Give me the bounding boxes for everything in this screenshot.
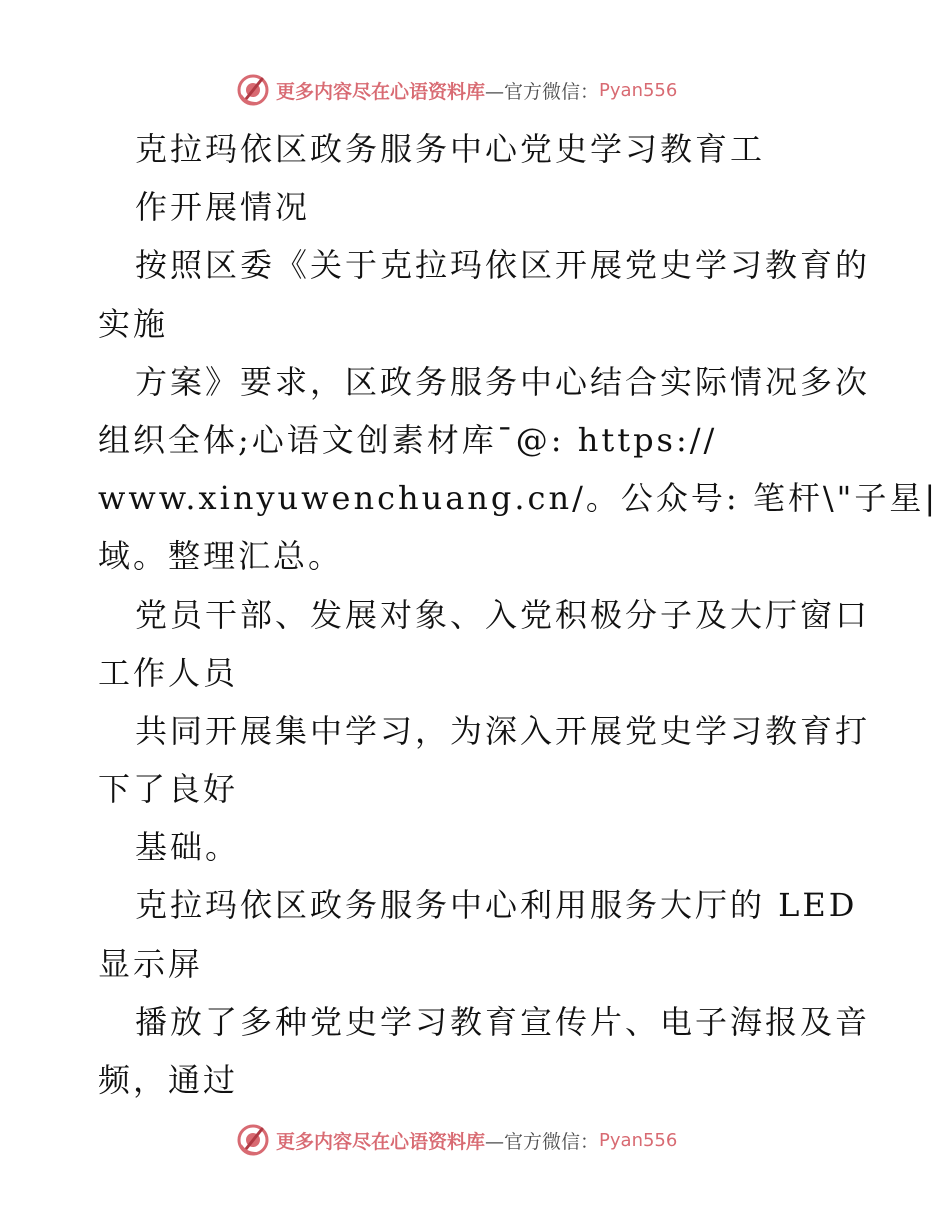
document-body — [98, 120, 939, 1109]
banner-sub-text: —官方微信： — [485, 80, 600, 103]
paragraph-line: 方案》要求，区政务服务中心结合实际情况多次 — [135, 362, 871, 401]
banner-wechat-id: Pyan556 — [599, 1129, 678, 1151]
paragraph-line: 基础。 — [135, 828, 241, 867]
banner-main-text: 更多内容尽在心语资料库 — [276, 1130, 486, 1153]
paragraph-line: 共同开展集中学习，为深入开展党史学习教育打 — [135, 711, 871, 750]
paragraph-line: 按照区委《关于克拉玛依区开展党史学习教育的 — [135, 246, 871, 285]
title-line-2: 作开展情况 — [135, 188, 311, 227]
title-line-1: 克拉玛依区政务服务中心党史学习教育工 — [135, 130, 766, 168]
paragraph-line: www.xinyuwenchuang.cn/。公众号: 笔杆\"子星| — [98, 479, 939, 518]
paragraph-line: 域。整理汇总。 — [98, 537, 344, 576]
banner-wechat-id: Pyan556 — [599, 79, 678, 101]
paragraph-line: 频，通过 — [98, 1061, 239, 1099]
paragraph-line: 克拉玛依区政务服务中心利用服务大厅的 LED — [135, 886, 858, 925]
paragraph-line: 实施 — [98, 304, 169, 343]
paragraph-line: 播放了多种党史学习教育宣传片、电子海报及音 — [135, 1002, 871, 1041]
paragraph-line: 下了良好 — [98, 770, 239, 809]
paragraph-line: 工作人员 — [98, 653, 239, 692]
brand-logo-icon — [236, 1123, 270, 1157]
footer-watermark-banner — [236, 1122, 756, 1158]
paragraph-line: 显示屏 — [98, 944, 204, 983]
banner-main-text: 更多内容尽在心语资料库 — [276, 80, 486, 103]
paragraph-line: 党员干部、发展对象、入党积极分子及大厅窗口 — [135, 595, 871, 634]
banner-sub-text: —官方微信： — [485, 1130, 600, 1153]
header-watermark-banner — [236, 72, 756, 108]
paragraph-line: 组织全体;心语文创素材库¯@: https:// — [98, 420, 718, 459]
brand-logo-icon — [236, 73, 270, 107]
